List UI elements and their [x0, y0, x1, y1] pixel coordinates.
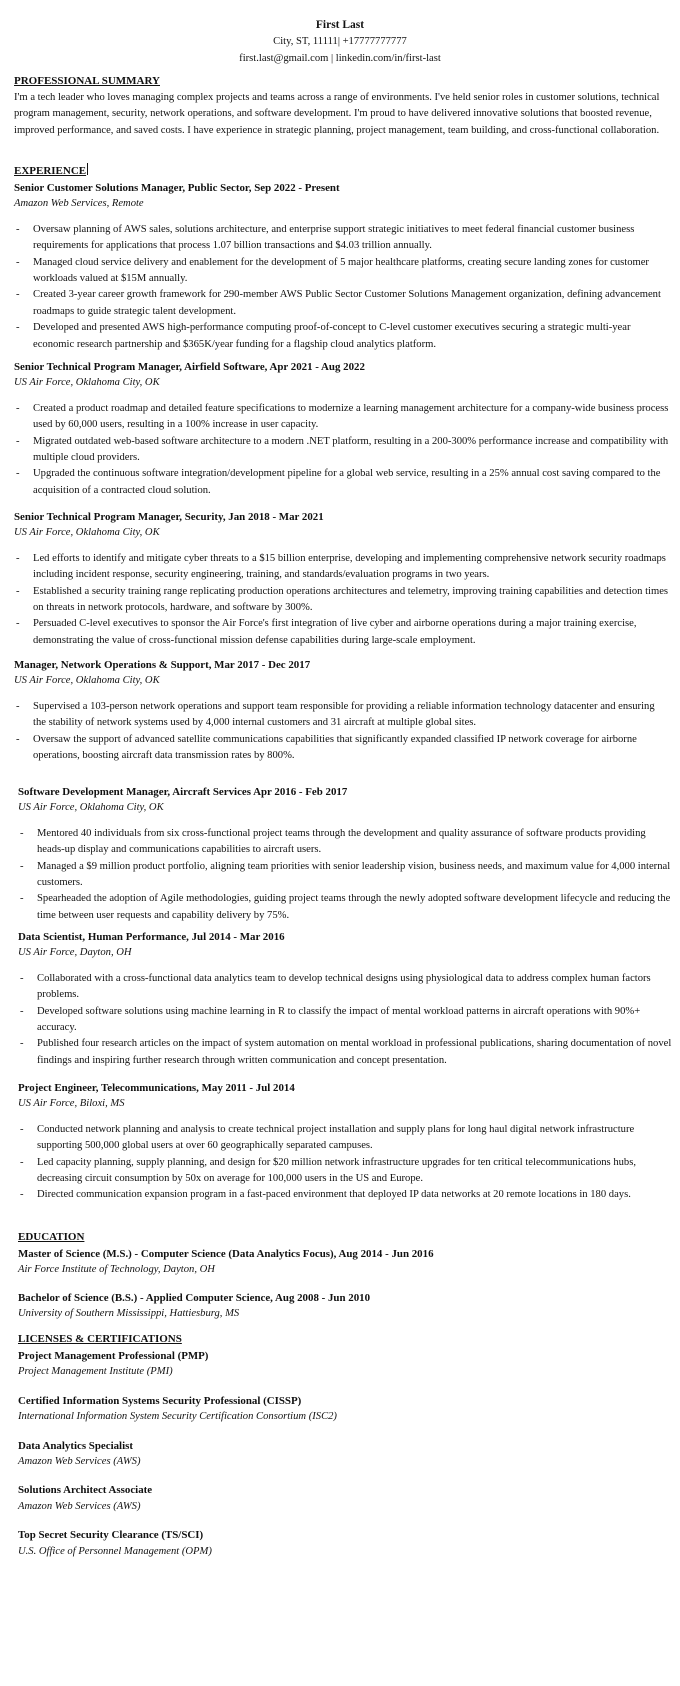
bullet-item: - Directed communication expansion program in a fast-paced environment that deployed IP data networks at 20 remote locations in 180 days.	[18, 1187, 674, 1203]
full-name: First Last	[315, 19, 365, 31]
job-organization: US Air Force, Oklahoma City, OK	[18, 802, 164, 814]
job-title: Data Scientist, Human Performance, Jul 2014 - Mar 2016	[18, 931, 285, 943]
job-bullets	[14, 222, 670, 353]
education-heading: EDUCATION	[18, 1231, 85, 1243]
job-title: Senior Customer Solutions Manager, Public Sector, Sep 2022 - Present	[14, 182, 340, 194]
bullet-item: - Managed cloud service delivery and enablement for the development of 5 major healthcare platforms, creating secure landing zones for customer workloads valued at $15M annually.	[14, 255, 670, 288]
resume-header	[0, 0, 680, 67]
bullet-item: - Oversaw the support of advanced satellite communications capabilities that significantly expanded classified IP network coverage for airborne operations, boosting aircraft data transmission rates by 800%.	[14, 732, 670, 765]
job-title: Project Engineer, Telecommunications, May 2011 - Jul 2014	[18, 1082, 295, 1094]
job-title: Manager, Network Operations & Support, Mar 2017 - Dec 2017	[14, 659, 311, 671]
job-bullets	[18, 1122, 674, 1204]
bullet-item: - Created 3-year career growth framework for 290-member AWS Public Sector Customer Solutions Management organization, defining advancement roadmaps to guide strategic talent development.	[14, 287, 670, 320]
cert-name: Top Secret Security Clearance (TS/SCI)	[18, 1529, 204, 1542]
experience-heading-text: EXPERIENCE	[14, 165, 87, 177]
bullet-item: - Persuaded C-level executives to sponsor the Air Force's first integration of live cyber and airborne operations during a major training exercise, demonstrating the value of cross-functional mission defense capabilities during large-scale employment.	[14, 616, 670, 649]
job-organization: US Air Force, Oklahoma City, OK	[14, 377, 160, 389]
cert-name: Data Analytics Specialist	[18, 1439, 133, 1452]
job-bullets	[18, 971, 674, 1069]
education-section	[18, 1229, 674, 1323]
school-name: University of Southern Mississippi, Hattiesburg, MS	[18, 1308, 240, 1320]
job-title: Senior Technical Program Manager, Security, Jan 2018 - Mar 2021	[14, 511, 324, 523]
certifications-heading: LICENSES & CERTIFICATIONS	[18, 1333, 182, 1345]
bullet-item: - Supervised a 103-person network operations and support team responsible for providing a reliable information technology datacenter and ensuring the stability of network systems used by 4,000 internal customers and 31 aircraft at multiple global sites.	[14, 699, 670, 732]
job-organization: US Air Force, Oklahoma City, OK	[14, 675, 160, 687]
bullet-item: - Conducted network planning and analysis to create technical project installation and supply plans for long haul digital network infrastructure supporting 500,000 global users at over 60 geographically separated campuses.	[18, 1122, 674, 1155]
job-bullets	[14, 699, 670, 765]
summary-heading: PROFESSIONAL SUMMARY	[14, 75, 160, 87]
bullet-item: - Published four research articles on the impact of system automation on mental workload in professional publications, sharing documentation of novel findings and inspiring further research through written communication and concept presentation.	[18, 1036, 674, 1069]
job-bullets	[14, 551, 670, 649]
job-entry	[14, 180, 670, 353]
cert-issuer: Amazon Web Services (AWS)	[18, 1456, 141, 1468]
bullet-item: - Migrated outdated web-based software architecture to a modern .NET platform, resulting in a 200-300% performance increase and compatibility with multiple cloud providers.	[14, 434, 670, 467]
bullet-item: - Led efforts to identify and mitigate cyber threats to a $15 billion enterprise, developing and implementing comprehensive network security roadmaps including incident response, security engineering, training, and standards/evaluation programs in two years.	[14, 551, 670, 584]
cert-issuer: Project Management Institute (PMI)	[18, 1366, 173, 1378]
job-entry	[14, 359, 670, 499]
bullet-item: - Developed and presented AWS high-performance computing proof-of-concept to C-level customer executives securing a strategic multi-year economic research partnership and $365K/year funding for a flagship cloud analytics platform.	[14, 320, 670, 353]
cert-name: Solutions Architect Associate	[18, 1484, 153, 1497]
job-title: Software Development Manager, Aircraft Services Apr 2016 - Feb 2017	[18, 786, 348, 798]
job-bullets	[18, 826, 674, 924]
cert-name: Project Management Professional (PMP)	[18, 1350, 209, 1362]
job-organization: US Air Force, Oklahoma City, OK	[14, 527, 160, 539]
job-bullets	[14, 401, 670, 499]
location-phone: City, ST, 11111| +17777777777	[273, 36, 407, 47]
bullet-item: - Spearheaded the adoption of Agile methodologies, guiding project teams through the newly adopted software development lifecycle and reducing the time between user requests and capability delivery by 75%.	[18, 891, 674, 924]
cert-issuer: Amazon Web Services (AWS)	[18, 1500, 141, 1512]
job-entry	[18, 1080, 674, 1204]
job-organization: US Air Force, Biloxi, MS	[18, 1098, 125, 1110]
job-organization: Amazon Web Services, Remote	[14, 198, 144, 210]
job-entry	[18, 784, 674, 924]
degree-title: Bachelor of Science (B.S.) - Applied Computer Science, Aug 2008 - Jun 2010	[18, 1291, 371, 1304]
job-organization: US Air Force, Dayton, OH	[18, 947, 132, 959]
email-linkedin: first.last@gmail.com | linkedin.com/in/first-last	[239, 52, 441, 64]
job-entry	[14, 657, 670, 764]
experience-heading[interactable]	[14, 163, 670, 180]
job-entry	[14, 509, 670, 649]
bullet-item: - Established a security training range replicating production operations architectures and telemetry, improving training capabilities and detection times on threats in network protocols, hardware, and software by 300%.	[14, 584, 670, 617]
cert-name: Certified Information Systems Security Professional (CISSP)	[18, 1394, 302, 1407]
job-title: Senior Technical Program Manager, Airfield Software, Apr 2021 - Aug 2022	[14, 361, 365, 373]
summary-section	[14, 73, 670, 139]
job-entry	[18, 929, 674, 1069]
certifications-section	[18, 1331, 674, 1560]
school-name: Air Force Institute of Technology, Dayton, OH	[18, 1264, 215, 1276]
text-cursor	[87, 163, 88, 175]
bullet-item: - Developed software solutions using machine learning in R to classify the impact of mental workload patterns in aircraft operations with 90%+ accuracy.	[18, 1004, 674, 1037]
experience-heading-block	[14, 163, 670, 180]
summary-text: I'm a tech leader who loves managing complex projects and teams across a range of environments. I've held senior roles in customer solutions, technical program management, security, network operations, and software development. I'm proud to have delivered innovative solutions that boosted revenue, improved performance, and saved costs. I have experience in strategic planning, project management, team building, and cross-functional collaboration.	[14, 92, 660, 136]
bullet-item: - Managed a $9 million product portfolio, aligning team priorities with senior leadership vision, business needs, and maximum value for 4,000 internal customers.	[18, 859, 674, 892]
degree-title: Master of Science (M.S.) - Computer Science (Data Analytics Focus), Aug 2014 - Jun 2016	[18, 1248, 434, 1260]
bullet-item: - Created a product roadmap and detailed feature specifications to modernize a learning management architecture for a company-wide business process used by 60,000 users, resulting in a 100% increase in user capacity.	[14, 401, 670, 434]
bullet-item: - Mentored 40 individuals from six cross-functional project teams through the development and quality assurance of software products providing heads-up display and communications capabilities to aircraft users.	[18, 826, 674, 859]
cert-issuer: U.S. Office of Personnel Management (OPM)	[18, 1545, 212, 1557]
bullet-item: - Oversaw planning of AWS sales, solutions architecture, and enterprise support strategic initiatives to meet federal financial customer business requirements for applications that process 1.07 billion transactions and $4.03 trillion annually.	[14, 222, 670, 255]
cert-issuer: International Information System Security Certification Consortium (ISC2)	[18, 1411, 337, 1423]
bullet-item: - Collaborated with a cross-functional data analytics team to develop technical designs using physiological data to address complex human factors problems.	[18, 971, 674, 1004]
bullet-item: - Upgraded the continuous software integration/development pipeline for a global web service, resulting in a 25% annual cost saving compared to the acquisition of a contracted cloud solution.	[14, 466, 670, 499]
bullet-item: - Led capacity planning, supply planning, and design for $20 million network infrastructure upgrades for ten critical telecommunications hubs, decreasing circuit consumption by 50x on average for 100,000 users in the US and Europe.	[18, 1155, 674, 1188]
